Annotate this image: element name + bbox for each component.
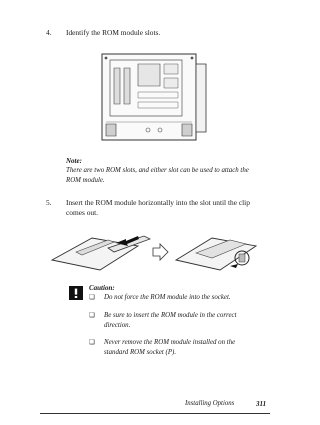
step-text: Identify the ROM module slots.: [66, 28, 161, 37]
rom-slot-left: [114, 68, 120, 104]
caution-bullet-line2: standard ROM socket (P).: [104, 349, 177, 356]
note-heading: Note:: [66, 157, 82, 165]
bullet-icon: ❏: [89, 294, 95, 301]
caution-heading: Caution:: [89, 284, 115, 292]
page-number: 311: [256, 400, 267, 408]
bullet-icon: ❏: [89, 339, 95, 346]
step-text-line1: Insert the ROM module horizontally into the slot until the clip: [66, 198, 250, 207]
rom-insertion-illustration: [46, 222, 276, 278]
note-text-line2: ROM module.: [66, 177, 105, 184]
caution-bullet-line1: Never remove the ROM module installed on the: [104, 339, 236, 346]
clip-arrow-icon: [230, 264, 238, 268]
step-number: 5.: [46, 198, 52, 207]
note-text-line1: There are two ROM slots, and either slot can be used to attach the: [66, 167, 249, 174]
controller-board-illustration: [98, 50, 210, 146]
step-text-line2: comes out.: [66, 208, 99, 217]
caution-bullet-line1: Do not force the ROM module into the socket.: [104, 294, 231, 301]
footer-rule: [40, 413, 270, 414]
step-number: 4.: [46, 28, 52, 37]
transition-arrow-icon: [153, 244, 168, 260]
bullet-icon: ❏: [89, 312, 95, 319]
caution-bullet-line2: direction.: [104, 322, 131, 329]
footer-section-title: Installing Options: [185, 400, 235, 407]
caution-bullet-line1: Be sure to insert the ROM module in the correct: [104, 312, 237, 319]
rom-slot-right: [124, 68, 130, 104]
caution-icon: [69, 286, 83, 300]
